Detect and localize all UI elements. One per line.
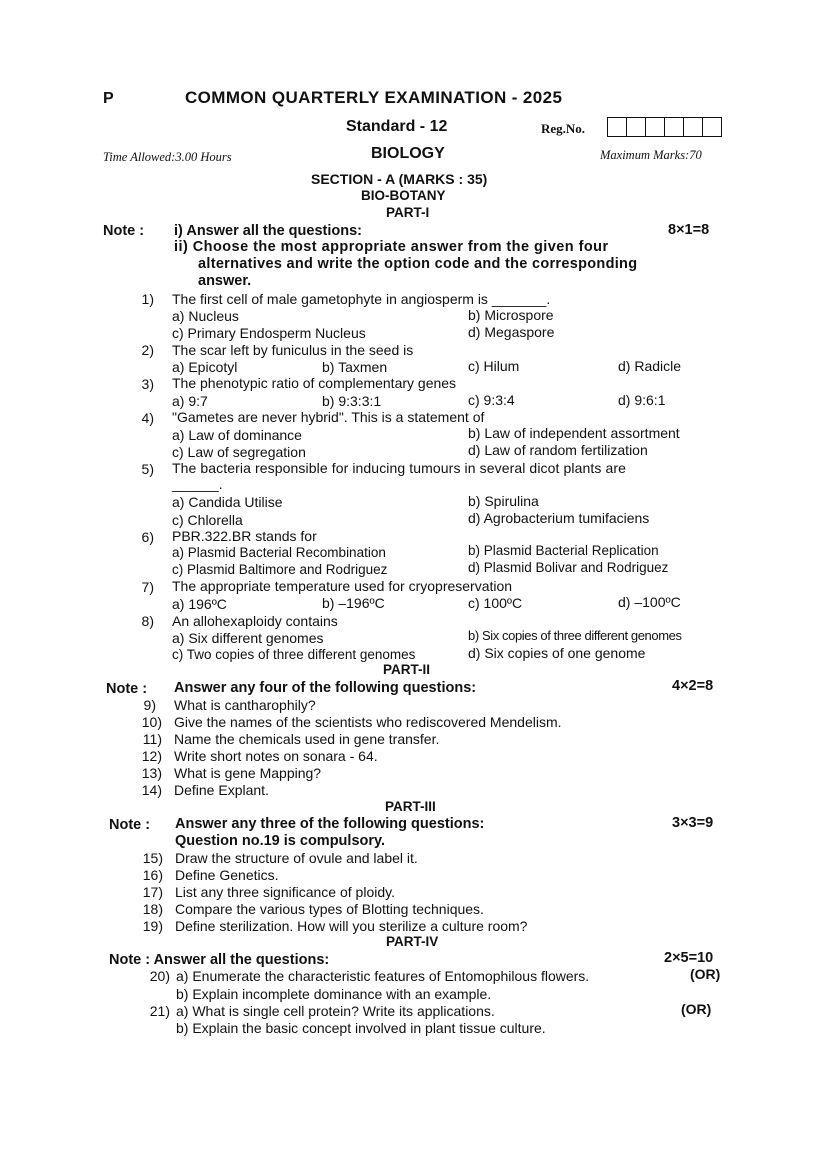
time-allowed: Time Allowed:3.00 Hours: [103, 150, 232, 164]
option-c: c) Chlorella: [172, 512, 243, 528]
question-number: 21): [149, 1003, 170, 1019]
option-a: a) Candida Utilise: [172, 494, 283, 510]
subject: BIOLOGY: [371, 145, 445, 162]
reg-no-boxes[interactable]: [607, 117, 725, 137]
question-number: 1): [141, 291, 154, 307]
option-b: b) Plasmid Bacterial Replication: [468, 543, 659, 558]
question-number: 4): [141, 410, 154, 426]
question-text: Define sterilization. How will you sterilize a culture room?: [175, 918, 528, 934]
or-label: (OR): [690, 966, 721, 982]
part1-marks: 8×1=8: [668, 222, 710, 238]
option-b: b) 9:3:3:1: [322, 393, 382, 409]
question-text: The bacteria responsible for inducing tumours in several dicot plants are: [172, 460, 626, 476]
option-c: c) Primary Endosperm Nucleus: [172, 325, 366, 341]
question-text: The phenotypic ratio of complementary genes: [172, 375, 457, 391]
option-d: d) Agrobacterium tumifaciens: [468, 510, 650, 526]
max-marks: Maximum Marks:70: [600, 148, 702, 162]
question-text: Define Genetics.: [175, 867, 279, 883]
option-b: b) Six copies of three different genomes: [468, 628, 682, 643]
part3-instruction: Answer any three of the following questions:: [175, 816, 485, 832]
option-c: c) Two copies of three different genomes: [172, 647, 416, 662]
part4-instruction: Note : Answer all the questions:: [109, 952, 330, 968]
option-b: b) Explain the basic concept involved in plant tissue culture.: [176, 1020, 546, 1036]
question-number: 6): [141, 529, 154, 545]
question-number: 3): [141, 376, 154, 392]
part1-note-ii-line1: ii) Choose the most appropriate answer from the given four: [174, 239, 609, 255]
option-c: c) 100ºC: [468, 595, 523, 611]
option-a: a) Enumerate the characteristic features of Entomophilous flowers.: [176, 968, 590, 984]
part1-note-label: Note :: [103, 223, 145, 239]
part1-note-ii-line2: alternatives and write the option code and the corresponding: [198, 256, 638, 272]
part3-title: PART-III: [385, 799, 436, 814]
option-c: c) 9:3:4: [468, 392, 515, 408]
question-number: 18): [142, 901, 163, 917]
question-text: Define Explant.: [174, 782, 269, 798]
option-a: a) 196ºC: [172, 596, 227, 612]
option-d: d) Radicle: [618, 358, 682, 374]
option-a: a) Nucleus: [172, 308, 239, 324]
option-c: c) Law of segregation: [172, 444, 306, 460]
option-c: c) Plasmid Baltimore and Rodriguez: [172, 562, 388, 577]
option-b: b) Taxmen: [322, 359, 388, 375]
question-text: Draw the structure of ovule and label it.: [175, 850, 418, 866]
option-d: d) Megaspore: [468, 324, 555, 340]
question-text: Name the chemicals used in gene transfer.: [174, 731, 440, 747]
question-number: 10): [141, 714, 162, 730]
option-a: a) What is single cell protein? Write its applications.: [176, 1003, 495, 1019]
option-d: d) Plasmid Bolivar and Rodriguez: [468, 560, 669, 575]
question-number: 5): [141, 461, 154, 477]
reg-box: [683, 117, 703, 137]
option-a: a) Six different genomes: [172, 630, 324, 646]
reg-box: [607, 117, 627, 137]
question-number: 19): [142, 918, 163, 934]
question-text: Compare the various types of Blotting techniques.: [175, 901, 484, 917]
question-number: 11): [142, 731, 162, 747]
part2-instruction: Answer any four of the following questions:: [174, 680, 477, 696]
question-text-cont: ______.: [172, 476, 223, 492]
option-a: a) Epicotyl: [172, 359, 238, 375]
reg-no-label: Reg.No.: [541, 121, 586, 136]
question-text: List any three significance of ploidy.: [175, 884, 395, 900]
part3-compulsory-note: Question no.19 is compulsory.: [175, 833, 386, 849]
option-c: c) Hilum: [468, 358, 520, 374]
question-text: "Gametes are never hybrid". This is a statement of: [172, 409, 485, 425]
part4-title: PART-IV: [386, 934, 439, 949]
question-text: The appropriate temperature used for cryopreservation: [172, 578, 513, 594]
part3-note-label: Note :: [109, 817, 151, 833]
question-text: The first cell of male gametophyte in angiosperm is _______.: [172, 291, 551, 307]
part2-marks: 4×2=8: [672, 678, 714, 694]
part2-note-label: Note :: [106, 681, 148, 697]
question-number: 14): [141, 782, 162, 798]
question-number: 2): [141, 342, 154, 358]
standard: Standard - 12: [346, 118, 448, 135]
question-text: Write short notes on sonara - 64.: [174, 748, 378, 764]
option-b: b) –196ºC: [322, 595, 385, 611]
question-number: 15): [142, 850, 163, 866]
option-a: a) Plasmid Bacterial Recombination: [172, 545, 386, 560]
option-b: b) Microspore: [468, 307, 554, 323]
exam-title: COMMON QUARTERLY EXAMINATION - 2025: [185, 88, 563, 107]
option-b: b) Explain incomplete dominance with an example.: [176, 986, 492, 1002]
option-d: d) –100ºC: [618, 594, 681, 610]
part1-title: PART-I: [386, 205, 430, 220]
question-text: What is gene Mapping?: [174, 765, 322, 781]
question-number: 13): [141, 765, 162, 781]
question-number: 8): [141, 613, 154, 629]
section-title: SECTION - A (MARKS : 35): [311, 171, 488, 187]
question-text: Give the names of the scientists who rediscovered Mendelism.: [174, 714, 562, 730]
question-text: The scar left by funiculus in the seed is: [172, 342, 414, 358]
part4-marks: 2×5=10: [664, 950, 714, 966]
question-number: 12): [141, 748, 162, 764]
option-d: d) 9:6:1: [618, 392, 666, 408]
part1-note-i: i) Answer all the questions:: [174, 223, 362, 239]
question-text: What is cantharophily?: [174, 697, 316, 713]
option-d: d) Law of random fertilization: [468, 442, 648, 458]
option-d: d) Six copies of one genome: [468, 645, 646, 661]
question-number: 7): [141, 579, 154, 595]
reg-box: [626, 117, 646, 137]
option-a: a) Law of dominance: [172, 427, 302, 443]
reg-box: [702, 117, 722, 137]
option-a: a) 9:7: [172, 393, 208, 409]
part2-title: PART-II: [383, 662, 430, 677]
part3-marks: 3×3=9: [672, 815, 714, 831]
reg-box: [645, 117, 665, 137]
question-number: 17): [142, 884, 163, 900]
question-text: PBR.322.BR stands for: [172, 528, 317, 544]
question-text: An allohexaploidy contains: [172, 613, 338, 629]
part1-note-ii-line3: answer.: [198, 273, 252, 289]
or-label: (OR): [681, 1001, 712, 1017]
question-number: 9): [143, 697, 156, 713]
question-number: 16): [142, 867, 163, 883]
option-b: b) Spirulina: [468, 493, 539, 509]
reg-box: [664, 117, 684, 137]
option-b: b) Law of independent assortment: [468, 425, 680, 441]
question-number: 20): [149, 968, 170, 984]
paper-code: P: [103, 90, 114, 107]
sub-subject: BIO-BOTANY: [361, 188, 446, 203]
